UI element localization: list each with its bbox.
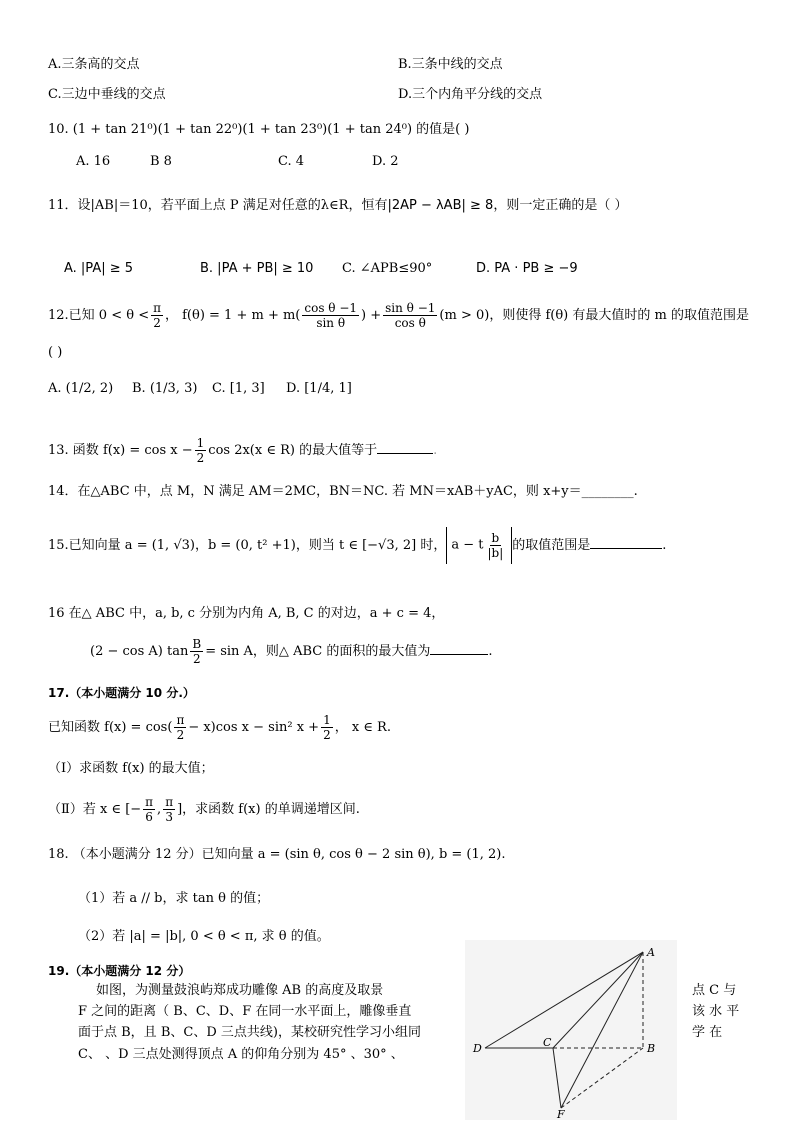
q17-six: 6 [145,810,153,824]
q19-line4: C、 、D 三点处测得顶点 A 的仰角分别为 45° 、30° 、 [78,1047,404,1062]
q17-pi-6: π [145,795,154,809]
q12-paren: ( ) [48,345,63,360]
q13-half [195,436,207,465]
q17-three: 3 [165,810,173,824]
q17-part2-a: （Ⅱ）若 x ∈ [− [48,802,142,817]
q16-line2 [90,636,492,668]
label-d: D [473,1042,482,1055]
q12-frac-1-num: cos θ −1 [304,301,358,315]
q13-stem-b: cos 2x(x ∈ R) 的最大值等于 [208,443,378,458]
q16-answer-blank[interactable] [430,641,488,655]
q12-frac-1 [302,301,359,330]
q12-stem-b: ， f(θ) = 1 + m + m( [164,308,301,323]
q12-stem [48,300,749,332]
q17-stem-a: 已知函数 f(x) = cos( [48,720,173,735]
q19-right2: 该 水 平 [692,1004,740,1019]
q12-stem-a: 12.已知 0 < θ < [48,308,150,323]
q17-comma: , [157,802,162,817]
q17-half [321,713,333,742]
q13-stem-a: 13. 函数 f(x) = cos x − [48,443,193,458]
q10-option-a: A. 16 [76,154,111,169]
q12-stem-c: ) + [361,308,382,323]
q11-option-d: D. PA · PB ≥ −9 [476,261,578,276]
q13-tail: . [433,443,438,458]
q15-stem-a: 15.已知向量 a = (1, √3)，b = (0, t² +1)，则当 t ∈ [−√3, 2] 时， [48,538,447,553]
q12-frac-2 [383,301,437,330]
q17-stem [48,712,391,744]
q13-two: 2 [196,451,205,465]
q17-header: 17.（本小题满分 10 分.） [48,686,195,700]
q11-option-b: B. |PA + PB| ≥ 10 [200,261,314,276]
q15-answer-blank[interactable] [590,535,662,549]
q14-stem: 14．在△ABC 中，点 M，N 满足 AM＝2MC，BN＝NC. 若 MN＝xAB＋yAC，则 x+y＝________. [48,484,638,499]
q17-pi-over-6 [143,795,155,824]
q17-pi-3: π [165,795,174,809]
q17-part1: （Ⅰ）求函数 f(x) 的最大值； [48,761,214,776]
q11-option-a: A. |PA| ≥ 5 [64,261,134,276]
q17-pi-over-2 [174,713,186,742]
q12-stem-d: (m > 0)，则使得 f(θ) 有最大值时的 m 的取值范围是 [439,308,749,323]
q11-option-c: C. ∠APB≤90° [342,261,433,276]
q17-part2-b: ]，求函数 f(x) 的单调递增区间. [177,802,360,817]
q16-line1: 16 在△ ABC 中，a, b, c 分别为内角 A, B, C 的对边，a + c = 4， [48,606,445,621]
q15-b-den: |b| [487,546,504,560]
q10-option-b: B 8 [150,154,172,169]
q12-option-d: D. [1/4, 1] [286,381,352,396]
q12-option-c: C. [1, 3] [212,381,265,396]
q17-two: 2 [176,728,185,742]
q12-option-a: A. (1/2, 2) [48,381,114,396]
q13-answer-blank[interactable] [377,440,433,454]
q16-line2-b: = sin A，则△ ABC 的面积的最大值为 [205,644,431,659]
q11-stem-a: 11．设|AB|＝10，若平面上点 P 满足对任意的λ∈R，恒有 [48,198,388,213]
q16-tail: . [488,644,493,659]
q12-frac-2-den: cos θ [394,316,426,330]
q13-stem [48,436,437,466]
label-a: A [647,946,655,959]
q11-stem-b: ，则一定正确的是（ ） [493,198,628,213]
q18-part2: （2）若 |a| = |b|, 0 < θ < π, 求 θ 的值。 [78,929,330,944]
q10-stem: 10. (1 + tan 21⁰)(1 + tan 22⁰)(1 + tan 23⁰)(1 + tan 24⁰) 的值是( ) [48,122,470,137]
q19-line2: F 之间的距离（ B、C、D、F 在同一水平面上，雕像垂直 [78,1004,412,1019]
figure-background [465,940,677,1120]
q15-tail: . [662,538,667,553]
q9-option-c: C.三边中垂线的交点 [48,87,166,102]
q11-stem-expr: |2AP − λAB| ≥ 8 [387,198,494,213]
q17-part2 [48,794,360,826]
q17-one: 1 [323,713,331,727]
q19-line3: 面于点 B，且 B、C、D 三点共线)，某校研究性学习小组同 [78,1025,421,1040]
q12-two: 2 [153,316,161,330]
q16-two: 2 [192,652,201,666]
q15-unit-b [485,531,505,560]
q9-option-d: D.三个内角平分线的交点 [398,87,543,102]
q12-frac-1-den: sin θ [316,316,346,330]
label-c: C [543,1036,552,1049]
q15-stem-b: 的取值范围是 [512,538,591,553]
q16-line2-a: (2 − cos A) tan [90,644,189,659]
q12-pi-over-2 [151,301,163,330]
q13-one: 1 [196,436,205,450]
q11-stem [48,198,627,214]
q17-pi-over-3 [163,795,175,824]
q17-two-b: 2 [323,728,331,742]
q15-abs-expr [446,527,512,564]
q16-b-over-2 [190,637,203,666]
q12-pi: π [153,301,161,315]
q10-option-c: C. 4 [278,154,305,169]
q15-stem [48,524,666,568]
q18-stem: 18. （本小题满分 12 分）已知向量 a = (sin θ, cos θ − 2 sin θ), b = (1, 2). [48,847,506,862]
q9-option-a: A.三条高的交点 [48,57,140,72]
q10-option-d: D. 2 [372,154,399,169]
q17-stem-b: − x)cos x − sin² x + [188,720,320,735]
q19-header: 19.（本小题满分 12 分） [48,964,191,978]
q12-frac-2-num: sin θ −1 [385,301,436,315]
q9-option-b: B.三条中线的交点 [398,57,503,72]
label-b: B [647,1042,656,1055]
q16-b: B [192,637,202,651]
q19-right1: 点 C 与 [692,983,737,998]
q17-pi: π [176,713,185,727]
q19-geometry-figure [465,940,677,1120]
label-f: F [557,1108,565,1120]
q18-part1: （1）若 a // b，求 tan θ 的值； [78,891,270,906]
q19-right3: 学 在 [692,1025,723,1040]
q15-abs-a: a − t [451,537,484,553]
q12-option-b: B. (1/3, 3) [132,381,198,396]
q15-b-num: b [491,531,500,545]
q17-stem-c: ， x ∈ R. [334,720,391,735]
q19-line1: 如图，为测量鼓浪屿郑成功雕像 AB 的高度及取景 [96,983,384,998]
